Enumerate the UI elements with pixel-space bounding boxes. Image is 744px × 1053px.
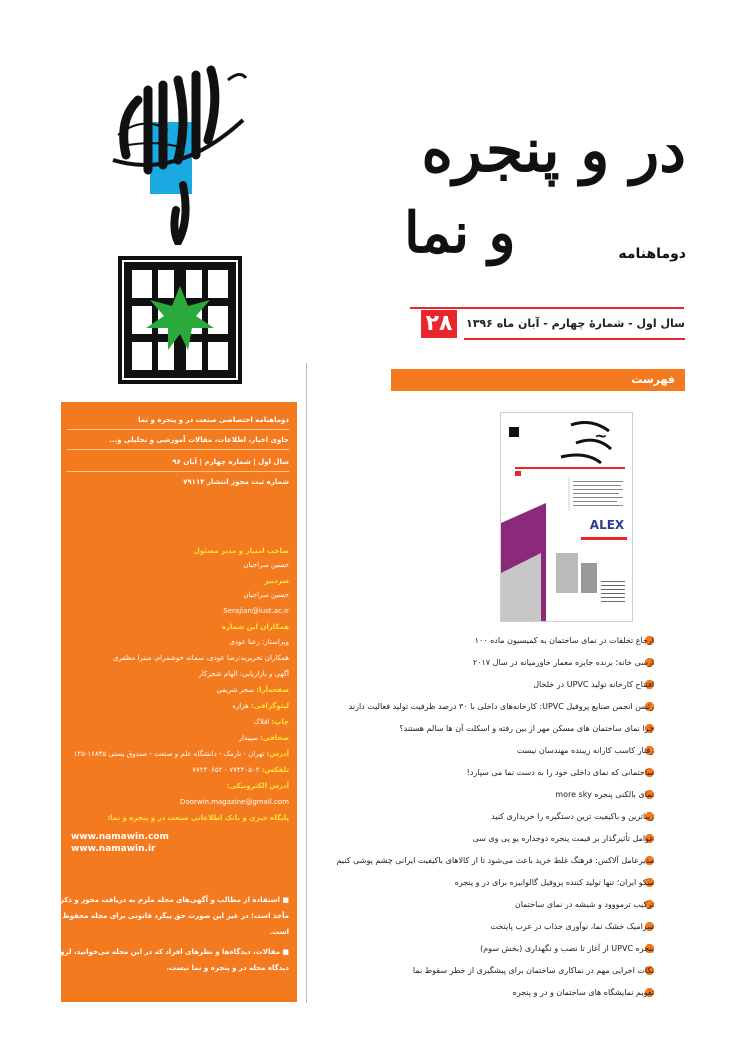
print-label: چاپ: (271, 718, 289, 726)
toc-title: فهرست (631, 373, 675, 386)
sidebar-intro-2: حاوی اخبار، اطلاعات، مقالات آموزشی و تحلیلی و... (109, 436, 289, 444)
magazine-title-line2: و نما (404, 200, 516, 266)
sidebar-intro-1: دوماهنامه اختصاصی صنعت در و پنجره و نما (138, 416, 289, 424)
magazine-title-line1: در و پنجره (421, 116, 686, 186)
column-divider (306, 363, 307, 1003)
email-label: آدرس الکترونیکی: (226, 782, 289, 790)
print-name: افلاک (253, 718, 270, 726)
toc-item[interactable]: سکو ایران؛ تنها تولید کننده پروفیل گالوانیزه برای در و پنجره (454, 878, 654, 887)
toc-item[interactable]: ارسی خانه؛ برنده جایزه معمار خاورمیانه در سال ۲۰۱۷ (472, 658, 654, 667)
notice2-line2: دیدگاه مجله در و پنجره و نما نیست. (166, 964, 289, 972)
masthead-divider (410, 307, 684, 309)
sidebar-separator (67, 429, 289, 430)
contributors-line-1: ویراستار: رعنا عودی (229, 638, 289, 646)
litho-label: لیتوگرافی: (250, 702, 289, 710)
contributors-line-3: آگهی و بازاریابی: الهام شجرکار (198, 670, 289, 678)
notice2-line1: ■ مقالات، دیدگاه‌ها و نظرهای افراد که در این مجله می‌خوانید، لزوماً (53, 948, 289, 956)
toc-item[interactable]: چرا نمای ساختمان های مسکن مهر از بین رفته و اسکلت آن ها سالم هستند؟ (399, 724, 654, 733)
litho-name: هزاره (232, 702, 249, 710)
layout-credit (217, 686, 290, 695)
binding-credit (239, 734, 289, 743)
notice1-line3: است. (269, 928, 289, 936)
address: تهران - نارمک - دانشگاه علم و صنعت - صندوق پستی ۱۶۸۴۵-۱۳۵ (73, 750, 265, 758)
website-2[interactable]: www.namawin.ir (71, 844, 156, 854)
toc-item[interactable]: تقویم نمایشگاه های ساختمان و در و پنجره (512, 988, 654, 997)
phone-credit (192, 766, 289, 775)
toc-item[interactable]: افتتاح کارخانه تولید UPVC در خلخال (533, 680, 654, 689)
bismillah-calligraphy-logo (108, 60, 248, 245)
issue-info: سال اول - شمارهٔ چهارم - آبان ماه ۱۳۹۶ (466, 317, 685, 330)
toc-item[interactable]: نمای بالکنی پنجره more sky (555, 790, 654, 799)
issue-underline (464, 338, 685, 340)
editor-label: سردبیر (264, 577, 289, 585)
toc-item[interactable]: زیباترین و باکیفیت ترین دستگیره را خریداری کنید (491, 812, 654, 821)
layout-label: صفحه‌آرا: (256, 686, 289, 694)
toc-item[interactable]: ساختمانی که نمای داخلی خود را به دست نما می سپارد! (466, 768, 654, 777)
address-credit (74, 750, 289, 759)
sidebar-intro-4: شماره ثبت مجوز انتشار ۷۹۱۱۴ (183, 478, 289, 486)
editor-email: Serajian@iust.ac.ir (223, 607, 289, 615)
sidebar-intro-3: سال اول | شماره چهارم | آبان ۹۶ (172, 458, 289, 466)
toc-item[interactable]: پنجره UPVC از آغاز تا نصب و نگهداری (بخش سوم) (480, 944, 654, 953)
toc-item[interactable]: سرامیک خشک نما، نوآوری جذاب در غرب پایتخت (490, 922, 654, 931)
masthead (400, 116, 690, 290)
toc-header-bar (391, 369, 685, 391)
toc-item[interactable]: ترکیب ترمووود و شیشه در نمای ساختمان (514, 900, 654, 909)
news-base-label: پایگاه خبری و بانک اطلاعاتی صنعت در و پنجره و نما: (107, 814, 289, 822)
address-label: آدرس: (266, 750, 289, 758)
binding-label: صحافی: (260, 734, 289, 742)
website-1[interactable]: www.namawin.com (71, 832, 169, 842)
thumbnail-brand: ALEX (589, 518, 625, 532)
credits-sidebar (53, 402, 297, 1002)
litho-credit (232, 702, 289, 711)
toc-item[interactable]: ارجاع تخلفات در نمای ساختمان به کمیسیون ماده ۱۰۰ (474, 636, 654, 645)
sidebar-separator (67, 449, 289, 450)
svg-text:~: ~ (594, 426, 608, 445)
notice1-line1: ■ استفاده از مطالب و آگهی‌های مجله ملزم به دریافت مجوز و ذکر (59, 896, 289, 904)
magazine-email[interactable]: Doorwin.magazine@gmail.com (180, 798, 289, 806)
contributors-line-2: همکاران تحریریه:رضا عودی، سمانه خوشمرام، میترا مظفری (112, 654, 289, 662)
contributors-label: همکاران این شماره (221, 623, 289, 631)
magazine-subtitle: دوماهنامه (618, 246, 686, 262)
sidebar-separator (67, 471, 289, 472)
owner-name: حسین سراجیان (243, 561, 289, 569)
cover-thumbnail[interactable] (500, 412, 633, 622)
notice1-line2: مأخذ است؛ در غیر این صورت حق پیگرد قانونی برای مجله محفوظ (62, 912, 289, 920)
window-leaf-logo (118, 256, 242, 384)
layout-name: سحر شریفی (216, 686, 255, 694)
toc-item[interactable]: مدیرعامل آلاکس: فرهنگ غلط خرید باعث می‌شود تا از کالاهای باکیفیت ایرانی چشم پوشی کنیم (336, 856, 654, 865)
cover-thumbnail-art (501, 413, 632, 621)
toc-item[interactable]: نکات اجرایی مهم در نماکاری ساختمان برای پیشگیری از خطر سقوط نما (412, 966, 654, 975)
issue-number: ۲۸ (421, 310, 457, 338)
toc-item[interactable]: رئیس انجمن صنایع پروفیل UPVC: کارخانه‌های داخلی با ۳۰ درصد ظرفیت تولید فعالیت دارند (348, 702, 654, 711)
print-credit (254, 718, 289, 727)
binding-name: سپیدار (238, 734, 258, 742)
toc-item[interactable]: رفتار کاسب کارانه زیبنده مهندسان نیست (516, 746, 654, 755)
owner-label: صاحب امتیاز و مدیر مسئول (193, 547, 289, 555)
editor-name: حسین سراجیان (243, 591, 289, 599)
phone-label: تلفکس: (261, 766, 289, 774)
phone: ۷۷۲۴۰۵۰۲ - ۷۷۲۴۰۶۵۲ (192, 766, 260, 774)
toc-item[interactable]: عوامل تأثیرگذار بر قیمت پنجره دوجداره یو پی وی سی (472, 834, 654, 843)
